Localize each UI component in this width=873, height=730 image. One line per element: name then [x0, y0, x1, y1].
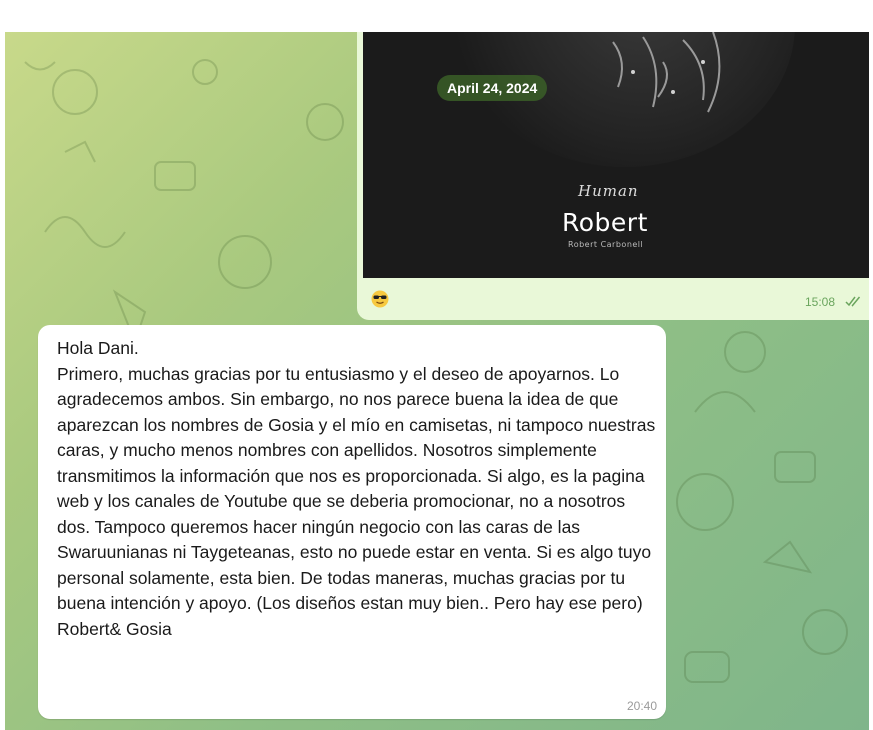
message-text: Hola Dani. Primero, muchas gracias por tu entusiasmo y el deseo de apoyarnos. Lo agradecemos ambos. Sin embargo, no nos parece buena la idea de que aparezcan los nombres de Gosia y el mío en camisetas, ni tampoco nuestras caras, y mucho menos nombres con apellidos. Nosotros simplemente transmitimos la información que nos es proporcionada. Si algo, es la pagina web y los canales de Youtube que se deberia promocionar, no a nosotros dos. Tampoco queremos hacer ningún negocio con las caras de las Swaruunianas ni Taygeteanas, esto no puede estar en venta. Si es algo tuyo personal solamente, esta bien. De todas maneras, muchas gracias por tu buena intención y apoyo. (Los diseños estan muy bien.. Pero hay ese pero) Robert& Gosia — [57, 338, 656, 639]
photo-subtitle: Robert Carbonell — [568, 240, 644, 249]
photo-portrait-detail — [603, 32, 753, 132]
chat-area[interactable] — [5, 32, 869, 730]
read-double-check-icon — [845, 296, 863, 307]
text-message-time: 20:40 — [626, 699, 657, 713]
image-message-bubble[interactable] — [357, 32, 869, 320]
date-separator: April 24, 2024 — [437, 75, 547, 101]
sunglasses-emoji-icon — [371, 290, 389, 308]
photo-script-word: Human — [578, 182, 639, 200]
image-message-time: 15:08 — [805, 295, 836, 309]
photo-title: Robert — [562, 208, 648, 237]
text-message-bubble[interactable] — [38, 325, 666, 719]
shared-photo[interactable] — [363, 32, 869, 278]
